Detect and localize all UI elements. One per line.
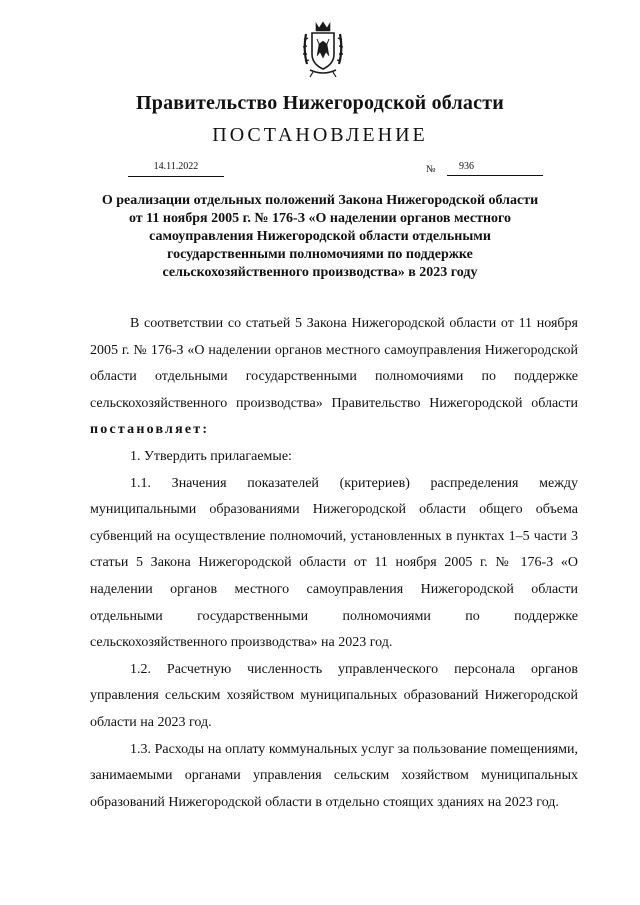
item-1-3: 1.3. Расходы на оплату коммунальных услуг за пользование помещениями, занимаемыми органами управления сельским хозяйством муниципальных образований Нижегородской области в отдельно стоящих зданиях на 2023 год.	[90, 741, 578, 810]
coat-of-arms-icon	[300, 20, 346, 78]
item-1: 1. Утвердить прилагаемые:	[130, 448, 292, 464]
document-title: О реализации отдельных положений Закона Нижегородской области от 11 ноября 2005 г. № 176-З «О наделении органов местного самоуправления Нижегородской области отдельными государственными полномочиями по поддержке сельскохозяйственного производства» в 2023 году	[101, 193, 539, 280]
number-label: №	[426, 164, 436, 175]
document-body	[90, 311, 578, 816]
preamble-text: В соответствии со статьей 5 Закона Нижегородской области от 11 ноября 2005 г. № 176-З «О наделении органов местного самоуправления Нижегородской области отдельными государственными полномочиями по поддержке сельскохозяйственного производства» Правительство Нижегородской области	[90, 316, 578, 411]
document-date: 14.11.2022	[128, 160, 224, 177]
resolves-word: постановляет:	[90, 422, 210, 438]
preamble-paragraph	[90, 311, 578, 444]
document-type: ПОСТАНОВЛЕНИЕ	[212, 124, 428, 146]
government-name: Правительство Нижегородской области	[136, 92, 504, 114]
item-1-2: 1.2. Расчетную численность управленческого персонала органов управления сельским хозяйством муниципальных образований Нижегородской области на 2023 год.	[90, 661, 578, 730]
document-number: 936	[447, 160, 543, 176]
item-1-1: 1.1. Значения показателей (критериев) распределения между муниципальными образованиями Нижегородской области общего объема субвенций на осуществление полномочий, установленных в пунктах 1–5 части 3 статьи 5 Закона Нижегородской области от 11 ноября 2005 г. № 176-З «О наделении органов местного самоуправления Нижегородской области отдельными государственными полномочиями по поддержке сельскохозяйственного производства» на 2023 год.	[90, 475, 578, 651]
